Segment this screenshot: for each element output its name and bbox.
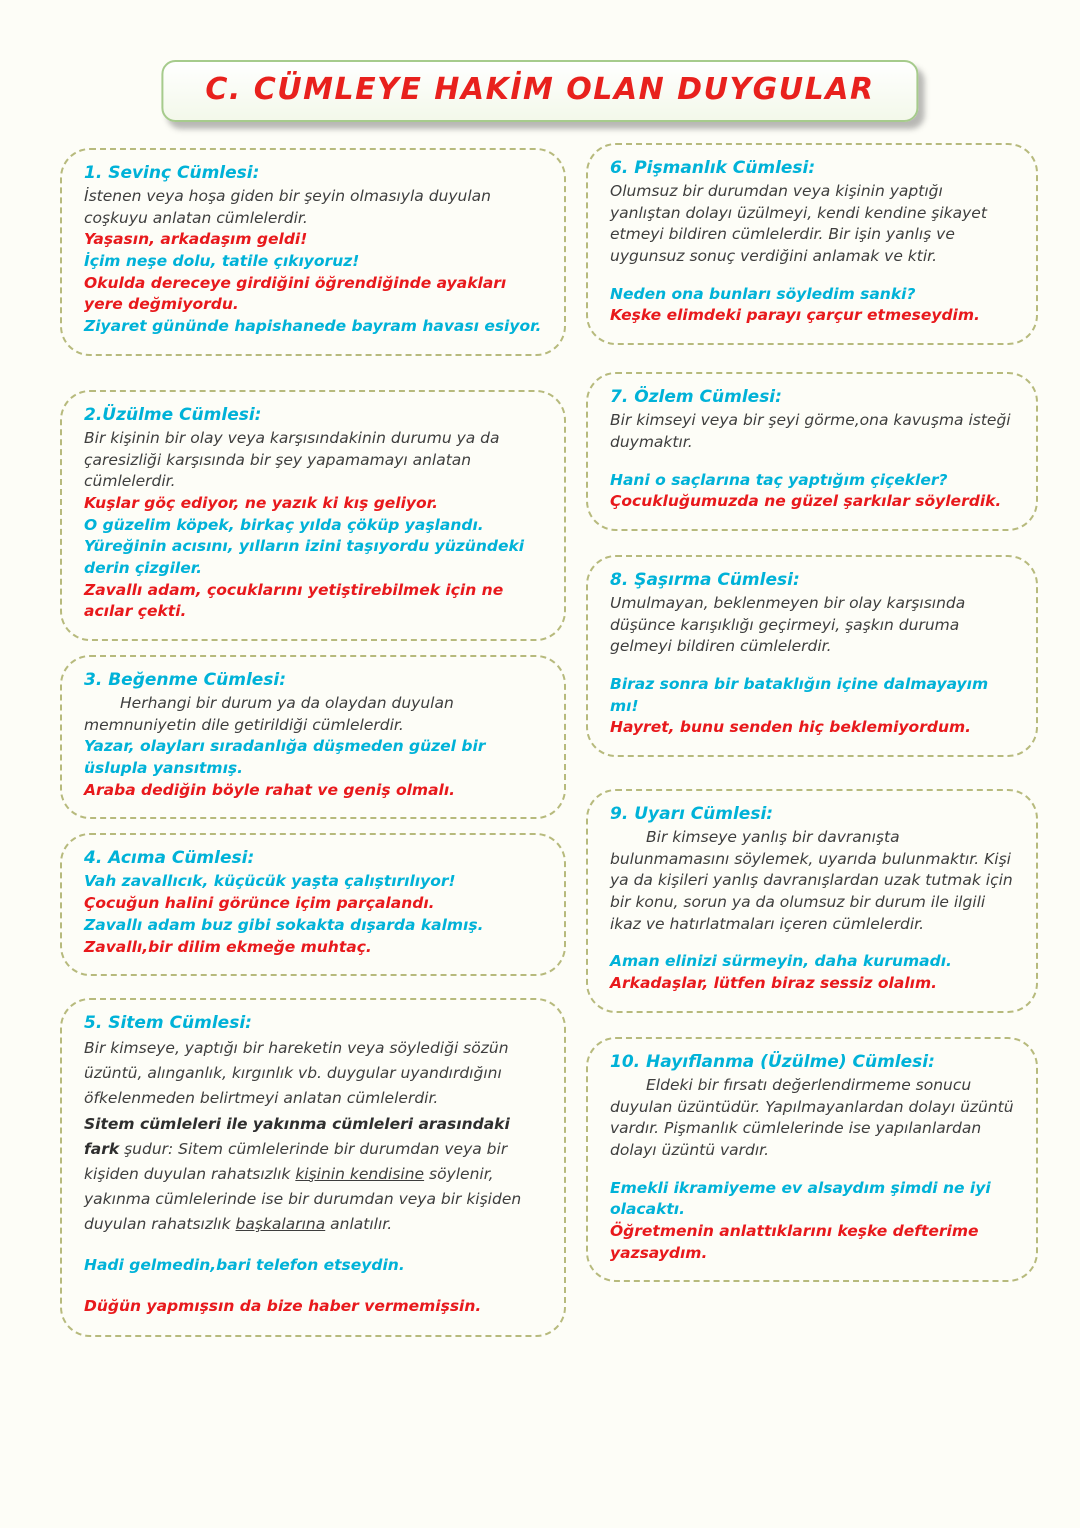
example-sentence xyxy=(610,284,1014,306)
section-box-6 xyxy=(586,143,1038,345)
section-heading: 10. Hayıflanma (Üzülme) Cümlesi: xyxy=(610,1051,935,1072)
text-segment: Bir kimseyi veya bir şeyi görme,ona kavuşma isteği duymaktır. xyxy=(610,411,1011,451)
definition-text xyxy=(610,827,1014,935)
example-sentence xyxy=(84,915,542,937)
section-box-8 xyxy=(586,555,1038,757)
section-heading: 5. Sitem Cümlesi: xyxy=(84,1013,252,1034)
text-segment: Hadi gelmedin,bari telefon etseydin. xyxy=(84,1256,405,1275)
text-segment: Sitem cümleleri ile yakınma cümleleri arasındaki fark xyxy=(84,1114,510,1158)
section-box-3 xyxy=(60,655,566,819)
text-segment: Bir kişinin bir olay veya karşısındakinin durumu ya da çaresizliği karşısında bir şey yapamamayı anlatan cümlelerdir. xyxy=(84,428,500,491)
section-heading: 6. Pişmanlık Cümlesi: xyxy=(610,158,816,178)
example-sentence xyxy=(610,470,1014,492)
example-sentence xyxy=(610,973,1014,995)
text-segment: başkalarına xyxy=(235,1214,326,1233)
text-segment: Bir kimseye, yaptığı bir hareketin veya söylediği sözün üzüntü, alınganlık, kırgınlık vb. duygular uyandırdığını öfkelenmeden belirtmeyi anlatan cümlelerdir. xyxy=(84,1039,509,1108)
text-segment: Hani o saçlarına taç yaptığım çiçekler? xyxy=(610,470,948,489)
definition-text xyxy=(84,1112,542,1238)
definition-text xyxy=(610,1075,1014,1162)
page-title: C. CÜMLEYE HAKİM OLAN DUYGULAR xyxy=(205,72,875,107)
section-box-4 xyxy=(60,833,566,976)
text-segment: Bir kimseye yanlış bir davranışta bulunmamasını söylemek, uyarıda bulunmaktır. Kişi ya da kişileri yanlış davranışlardan uzak tutmak için bir konu, sorun ya da olumsuz bir durum ile ilgili ikaz ve hatırlatmaları içeren cümlelerdir. xyxy=(610,828,1013,933)
definition-text xyxy=(610,593,1014,658)
definition-text xyxy=(84,428,542,493)
text-segment: Yaşasın, arkadaşım geldi! xyxy=(84,230,308,249)
example-sentence xyxy=(610,1221,1014,1264)
example-sentence xyxy=(610,717,1014,739)
example-sentence xyxy=(84,251,542,273)
column-left xyxy=(60,148,566,1337)
text-segment: Zavallı adam buz gibi sokakta dışarda kalmış. xyxy=(84,915,484,934)
section-heading: 8. Şaşırma Cümlesi: xyxy=(610,569,800,590)
text-segment: Çocuğun halini görünce içim parçalandı. xyxy=(84,894,435,913)
definition-text xyxy=(84,186,542,229)
section-box-1 xyxy=(60,148,566,356)
text-segment: Arkadaşlar, lütfen biraz sessiz olalım. xyxy=(610,974,937,993)
section-heading: 1. Sevinç Cümlesi: xyxy=(84,163,260,183)
section-heading: 4. Acıma Cümlesi: xyxy=(84,848,255,869)
example-sentence xyxy=(610,951,1014,973)
text-segment: şudur: Sitem cümlelerinde bir durumdan veya bir kişiden duyulan rahatsızlık xyxy=(84,1139,508,1183)
section-heading: 3. Beğenme Cümlesi: xyxy=(84,670,287,690)
example-sentence xyxy=(84,493,542,515)
text-segment: İçim neşe dolu, tatile çıkıyoruz! xyxy=(84,252,360,271)
example-sentence xyxy=(84,536,542,579)
text-segment: Yazar, olayları sıradanlığa düşmeden güzel bir üslupla yansıtmış. xyxy=(84,737,486,778)
example-sentence xyxy=(84,515,542,537)
text-segment: Herhangi bir durum ya da olaydan duyulan memnuniyetin dile getirildiği cümlelerdir. xyxy=(84,694,454,734)
text-segment: Kuşlar göç ediyor, ne yazık ki kış geliyor. xyxy=(84,493,439,512)
example-sentence xyxy=(84,871,542,893)
example-sentence xyxy=(84,937,542,959)
text-segment: İstenen veya hoşa giden bir şeyin olmasıyla duyulan coşkuyu anlatan cümlelerdir. xyxy=(84,187,492,227)
section-box-5 xyxy=(60,998,566,1337)
text-segment: Zavallı,bir dilim ekmeğe muhtaç. xyxy=(84,937,372,956)
definition-text xyxy=(84,693,542,736)
text-segment: Çocukluğumuzda ne güzel şarkılar söylerdik. xyxy=(610,492,1002,511)
example-sentence xyxy=(84,1294,542,1319)
text-segment: Araba dediğin böyle rahat ve geniş olmalı. xyxy=(84,780,456,799)
example-sentence xyxy=(84,780,542,802)
example-sentence xyxy=(84,229,542,251)
text-segment: Vah zavallıcık, küçücük yaşta çalıştırılıyor! xyxy=(84,872,456,891)
example-sentence xyxy=(610,305,1014,327)
text-segment: Umulmayan, beklenmeyen bir olay karşısında düşünce karışıklığı geçirmeyi, şaşkın duruma gelmeyi bildiren cümlelerdir. xyxy=(610,593,966,656)
example-sentence xyxy=(84,1253,542,1278)
section-box-2 xyxy=(60,390,566,641)
example-sentence xyxy=(610,674,1014,717)
section-heading: 7. Özlem Cümlesi: xyxy=(610,387,782,408)
definition-text xyxy=(610,181,1014,268)
text-segment: Düğün yapmışsın da bize haber vermemişsin. xyxy=(84,1297,482,1316)
example-sentence xyxy=(610,491,1014,513)
text-segment: söylenir, yakınma cümlelerinde ise bir durumdan veya bir kişiden duyulan rahatsızlık xyxy=(84,1164,522,1233)
text-segment: anlatılır. xyxy=(325,1214,393,1233)
definition-text xyxy=(610,410,1014,453)
section-heading: 2.Üzülme Cümlesi: xyxy=(84,404,262,425)
text-segment: kişinin kendisine xyxy=(295,1164,425,1183)
text-segment: Ziyaret gününde hapishanede bayram havası esiyor. xyxy=(84,317,542,336)
column-right xyxy=(586,143,1038,1282)
example-sentence xyxy=(84,316,542,338)
example-sentence xyxy=(84,580,542,623)
text-segment: Yüreğinin acısını, yılların izini taşıyordu yüzündeki derin çizgiler. xyxy=(84,537,525,577)
example-sentence xyxy=(610,1178,1014,1221)
text-segment: Hayret, bunu senden hiç beklemiyordum. xyxy=(610,718,972,737)
text-segment: O güzelim köpek, birkaç yılda çöküp yaşlandı. xyxy=(84,515,484,534)
text-segment: Keşke elimdeki parayı çarçur etmeseydim. xyxy=(610,306,980,325)
section-box-7 xyxy=(586,372,1038,531)
text-segment: Okulda dereceye girdiğini öğrendiğinde ayakları yere değmiyordu. xyxy=(84,273,507,314)
text-segment: Eldeki bir fırsatı değerlendirmeme sonucu duyulan üzüntüdür. Yapılmayanlardan dolayı üzüntü vardır. Pişmanlık cümlelerinde ise yapılanlardan dolayı üzüntü vardır. xyxy=(610,1075,1014,1159)
example-sentence xyxy=(84,893,542,915)
text-segment: Emekli ikramiyeme ev alsaydım şimdi ne iyi olacaktı. xyxy=(610,1178,991,1219)
text-segment: Olumsuz bir durumdan veya kişinin yaptığı yanlıştan dolayı üzülmeyi, kendi kendine şikayet etmeyi bildiren cümlelerdir. Bir işin yanlış ve uygunsuz sonuç verdiğini anlamak ve ktir. xyxy=(610,182,987,266)
text-segment: Biraz sonra bir bataklığın içine dalmayayım mı! xyxy=(610,674,989,715)
section-heading: 9. Uyarı Cümlesi: xyxy=(610,804,774,824)
section-box-10 xyxy=(586,1037,1038,1283)
text-segment: Neden ona bunları söyledim sanki? xyxy=(610,284,916,303)
text-segment: Öğretmenin anlattıklarını keşke defterime yazsaydım. xyxy=(610,1221,979,1262)
example-sentence xyxy=(84,736,542,779)
text-segment: Zavallı adam, çocuklarını yetiştirebilmek için ne acılar çekti. xyxy=(84,580,504,621)
section-box-9 xyxy=(586,789,1038,1013)
page-title-box xyxy=(161,60,918,122)
example-sentence xyxy=(84,273,542,316)
definition-text xyxy=(84,1036,542,1111)
text-segment: Aman elinizi sürmeyin, daha kurumadı. xyxy=(610,952,952,971)
